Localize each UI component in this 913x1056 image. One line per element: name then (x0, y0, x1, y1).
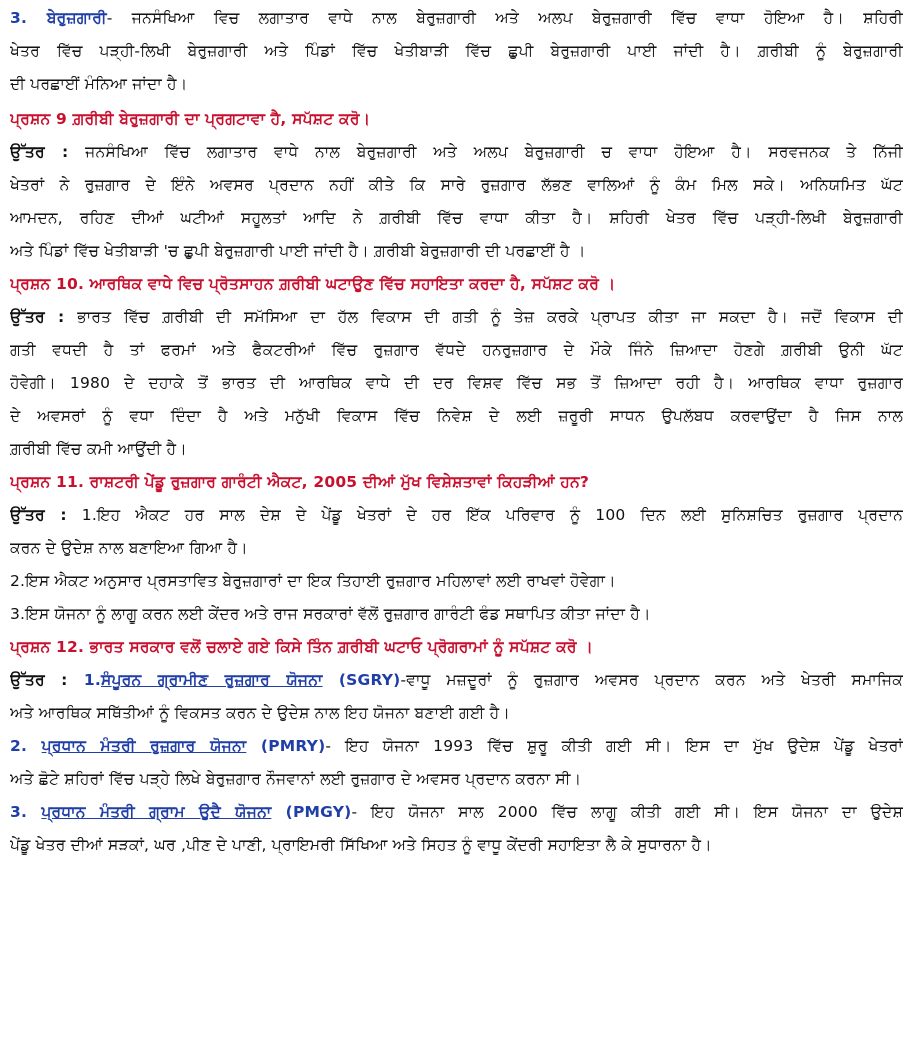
q9-answer-label: ਉੱਤਰ : (10, 143, 69, 161)
item3-line-3: ਦੀ ਪਰਛਾਈਂ ਮੰਨਿਆ ਜਾਂਦਾ ਹੈ। (10, 75, 188, 93)
q12-answer-label: ਉੱਤਰ : (10, 671, 68, 689)
question-9: ਪ੍ਰਸ਼ਨ 9 ਗ਼ਰੀਬੀ ਬੇਰੁਜ਼ਗਾਰੀ ਦਾ ਪ੍ਰਗਟਾਵਾ ਹੈ, ਸਪੱਸ਼ਟ ਕਰੋ। (10, 110, 371, 128)
q10-answer-line-4: ਦੇ ਅਵਸਰਾਂ ਨੂੰ ਵਧਾ ਦਿੰਦਾ ਹੈ ਅਤੇ ਮਨੁੱਖੀ ਵਿਕਾਸ ਵਿੱਚ ਨਿਵੇਸ਼ ਦੇ ਲਈ ਜ਼ਰੂਰੀ ਸਾਧਨ ਉਪਲੱਬਧ ਕਰਵਾਉਂਦਾ ਹੈ ਜਿਸ ਨਾਲ (10, 407, 903, 425)
q12-program-2-line-2: ਅਤੇ ਛੋਟੇ ਸ਼ਹਿਰਾਂ ਵਿੱਚ ਪੜ੍ਹੇ ਲਿਖੇ ਬੇਰੁਜ਼ਗਾਰ ਨੌਜਵਾਨਾਂ ਲਈ ਰੁਜ਼ਗਾਰ ਦੇ ਅਵਸਰ ਪ੍ਰਦਾਨ ਕਰਨਾ ਸੀ। (10, 770, 582, 788)
q9-answer-text: ਜਨਸੰਖਿਆ ਵਿੱਚ ਲਗਾਤਾਰ ਵਾਧੇ ਨਾਲ ਬੇਰੁਜ਼ਗਾਰੀ ਅਤੇ ਅਲਪ ਬੇਰੁਜ਼ਗਾਰੀ ਚ ਵਾਧਾ ਹੋਇਆ ਹੈ। ਸਰਵਜਨਕ ਤੇ ਨਿੱਜੀ (68, 143, 903, 161)
q9-answer-line-4: ਅਤੇ ਪਿੰਡਾਂ ਵਿੱਚ ਖੇਤੀਬਾੜੀ 'ਚ ਛੁਪੀ ਬੇਰੁਜ਼ਗਾਰੀ ਪਾਈ ਜਾਂਦੀ ਹੈ। ਗ਼ਰੀਬੀ ਬੇਰੁਜ਼ਗਾਰੀ ਦੀ ਪਰਛਾਈਂ ਹੈ । (10, 242, 586, 260)
q12-program-2-number: 2. (10, 737, 42, 755)
q10-answer-line-2: ਗਤੀ ਵਧਦੀ ਹੈ ਤਾਂ ਫਰਮਾਂ ਅਤੇ ਫੈਕਟਰੀਆਂ ਵਿੱਚ ਰੁਜ਼ਗਾਰ ਵੱਧਦੇ ਹਨਰੁਜ਼ਗਾਰ ਦੇ ਮੌਕੇ ਜਿੰਨੇ ਜ਼ਿਆਦਾ ਹੋਣਗੇ ਗ਼ਰੀਬੀ ਉਨੀ ਘੱਟ (10, 341, 903, 359)
question-11: ਪ੍ਰਸ਼ਨ 11. ਰਾਸ਼ਟਰੀ ਪੇਂਡੂ ਰੁਜ਼ਗਾਰ ਗਾਰੰਟੀ ਐਕਟ, 2005 ਦੀਆਂ ਮੁੱਖ ਵਿਸ਼ੇਸ਼ਤਾਵਾਂ ਕਿਹੜੀਆਂ ਹਨ? (10, 473, 590, 491)
q11-answer-label: ਉੱਤਰ : (10, 506, 67, 524)
q11-answer-line-2: ਕਰਨ ਦੇ ਉਦੇਸ਼ ਨਾਲ ਬਣਾਇਆ ਗਿਆ ਹੈ। (10, 539, 248, 557)
q11-answer-text: 1.ਇਹ ਐਕਟ ਹਰ ਸਾਲ ਦੇਸ਼ ਦੇ ਪੇਂਡੂ ਖੇਤਰਾਂ ਦੇ ਹਰ ਇੱਕ ਪਰਿਵਾਰ ਨੂੰ 100 ਦਿਨ ਲਈ ਸੁਨਿਸ਼ਚਿਤ ਰੁਜ਼ਗਾਰ ਪ੍ਰਦਾਨ (66, 506, 903, 524)
q9-answer-line-1 (10, 136, 903, 169)
q11-point-3: 3.ਇਸ ਯੋਜਨਾ ਨੂੰ ਲਾਗੂ ਕਰਨ ਲਈ ਕੇਂਦਰ ਅਤੇ ਰਾਜ ਸਰਕਾਰਾਂ ਵੱਲੋਂ ਰੁਜ਼ਗਾਰ ਗਾਰੰਟੀ ਫੰਡ ਸਥਾਪਿਤ ਕੀਤਾ ਜਾਂਦਾ ਹੈ। (10, 605, 651, 623)
q9-answer-line-3: ਆਮਦਨ, ਰਹਿਣ ਦੀਆਂ ਘਟੀਆਂ ਸਹੂਲਤਾਂ ਆਦਿ ਨੇ ਗ਼ਰੀਬੀ ਵਿੱਚ ਵਾਧਾ ਕੀਤਾ ਹੈ। ਸ਼ਹਿਰੀ ਖੇਤਰ ਵਿੱਚ ਪੜ੍ਹੀ-ਲਿਖੀ ਬੇਰੁਜ਼ਗਾਰੀ (10, 209, 903, 227)
q10-answer-line-1 (10, 301, 903, 334)
q12-program-3-text: - ਇਹ ਯੋਜਨਾ ਸਾਲ 2000 ਵਿੱਚ ਲਾਗੂ ਕੀਤੀ ਗਈ ਸੀ। ਇਸ ਯੋਜਨਾ ਦਾ ਉਦੇਸ਼ (351, 803, 903, 821)
question-12: ਪ੍ਰਸ਼ਨ 12. ਭਾਰਤ ਸਰਕਾਰ ਵਲੋਂ ਚਲਾਏ ਗਏ ਕਿਸੇ ਤਿੰਨ ਗ਼ਰੀਬੀ ਘਟਾਓ ਪ੍ਰੋਗਰਾਮਾਂ ਨੂੰ ਸਪੱਸ਼ਟ ਕਰੋ । (10, 638, 593, 656)
q12-program-1-text: -ਵਾਧੂ ਮਜ਼ਦੂਰਾਂ ਨੂੰ ਰੁਜ਼ਗਾਰ ਅਵਸਰ ਪ੍ਰਦਾਨ ਕਰਨ ਅਤੇ ਖੇਤਰੀ ਸਮਾਜਿਕ (400, 671, 903, 689)
item3-text: - ਜਨਸੰਖਿਆ ਵਿਚ ਲਗਾਤਾਰ ਵਾਧੇ ਨਾਲ ਬੇਰੁਜ਼ਗਾਰੀ ਅਤੇ ਅਲਪ ਬੇਰੁਜ਼ਗਾਰੀ ਵਿੱਚ ਵਾਧਾ ਹੋਇਆ ਹੈ। ਸ਼ਹਿਰੀ (106, 9, 903, 27)
item3-number: 3. (10, 9, 47, 27)
item3-line-2: ਖੇਤਰ ਵਿੱਚ ਪੜ੍ਹੀ-ਲਿਖੀ ਬੇਰੁਜ਼ਗਾਰੀ ਅਤੇ ਪਿੰਡਾਂ ਵਿੱਚ ਖੇਤੀਬਾੜੀ ਵਿੱਚ ਛੁਪੀ ਬੇਰੁਜ਼ਗਾਰੀ ਪਾਈ ਜਾਂਦੀ ਹੈ। ਗ਼ਰੀਬੀ ਨੂੰ ਬੇਰੁਜ਼ਗਾਰੀ (10, 42, 903, 60)
item3-line-1 (10, 2, 903, 35)
q10-answer-line-5: ਗ਼ਰੀਬੀ ਵਿੱਚ ਕਮੀ ਆਉਂਦੀ ਹੈ। (10, 440, 187, 458)
q12-program-1-abbr: (SGRY) (322, 671, 401, 689)
q12-program-1-name: ਸੰਪੂਰਨ ਗ੍ਰਾਮੀਣ ਰੁਜ਼ਗਾਰ ਯੋਜਨਾ (100, 671, 323, 689)
q12-program-3-line-2: ਪੇਂਡੂ ਖੇਤਰ ਦੀਆਂ ਸੜਕਾਂ, ਘਰ ,ਪੀਣ ਦੇ ਪਾਣੀ, ਪ੍ਰਾਇਮਰੀ ਸਿੱਖਿਆ ਅਤੇ ਸਿਹਤ ਨੂੰ ਵਾਧੂ ਕੇਂਦਰੀ ਸਹਾਇਤਾ ਲੈ ਕੇ ਸੁਧਾਰਨਾ ਹੈ। (10, 836, 712, 854)
q12-program-2-line-1 (10, 730, 903, 763)
q10-answer-text: ਭਾਰਤ ਵਿੱਚ ਗ਼ਰੀਬੀ ਦੀ ਸਮੱਸਿਆ ਦਾ ਹੱਲ ਵਿਕਾਸ ਦੀ ਗਤੀ ਨੂੰ ਤੇਜ਼ ਕਰਕੇ ਪ੍ਰਾਪਤ ਕੀਤਾ ਜਾ ਸਕਦਾ ਹੈ। ਜਦੋਂ ਵਿਕਾਸ ਦੀ (64, 308, 903, 326)
q12-program-2-name: ਪ੍ਰਧਾਨ ਮੰਤਰੀ ਰੁਜ਼ਗਾਰ ਯੋਜਨਾ (41, 737, 247, 755)
q12-program-2-text: - ਇਹ ਯੋਜਨਾ 1993 ਵਿੱਚ ਸ਼ੁਰੂ ਕੀਤੀ ਗਈ ਸੀ। ਇਸ ਦਾ ਮੁੱਖ ਉਦੇਸ਼ ਪੇਂਡੂ ਖੇਤਰਾਂ (325, 737, 903, 755)
q11-answer-line-1 (10, 499, 903, 532)
q12-program-2-abbr: (PMRY) (246, 737, 326, 755)
q12-answer-line-1 (10, 664, 903, 697)
q12-program-3-abbr: (PMGY) (271, 803, 352, 821)
q12-program-1-number: 1. (67, 671, 101, 689)
q12-program-3-line-1 (10, 796, 903, 829)
q10-answer-label: ਉੱਤਰ : (10, 308, 65, 326)
q9-answer-line-2: ਖੇਤਰਾਂ ਨੇ ਰੁਜ਼ਗਾਰ ਦੇ ਇੰਨੇ ਅਵਸਰ ਪ੍ਰਦਾਨ ਨਹੀਂ ਕੀਤੇ ਕਿ ਸਾਰੇ ਰੁਜ਼ਗਾਰ ਲੱਭਣ ਵਾਲਿਆਂ ਨੂੰ ਕੰਮ ਮਿਲ ਸਕੇ। ਅਨਿਯਮਿਤ ਘੱਟ (10, 176, 903, 194)
q12-program-3-name: ਪ੍ਰਧਾਨ ਮੰਤਰੀ ਗ੍ਰਾਮ ਉਦੈ ਯੋਜਨਾ (41, 803, 272, 821)
q12-program-1-line-2: ਅਤੇ ਆਰਥਿਕ ਸਥਿੱਤੀਆਂ ਨੂੰ ਵਿਕਸਤ ਕਰਨ ਦੇ ਉਦੇਸ਼ ਨਾਲ ਇਹ ਯੋਜਨਾ ਬਣਾਈ ਗਈ ਹੈ। (10, 704, 511, 722)
item3-term: ਬੇਰੁਜ਼ਗਾਰੀ (46, 9, 107, 27)
q12-program-3-number: 3. (10, 803, 42, 821)
question-10: ਪ੍ਰਸ਼ਨ 10. ਆਰਥਿਕ ਵਾਧੇ ਵਿਚ ਪ੍ਰੋਤਸਾਹਨ ਗ਼ਰੀਬੀ ਘਟਾਉਣ ਵਿੱਚ ਸਹਾਇਤਾ ਕਰਦਾ ਹੈ, ਸਪੱਸ਼ਟ ਕਰੋ । (10, 275, 616, 293)
q10-answer-line-3: ਹੋਵੇਗੀ। 1980 ਦੇ ਦਹਾਕੇ ਤੋਂ ਭਾਰਤ ਦੀ ਆਰਥਿਕ ਵਾਧੇ ਦੀ ਦਰ ਵਿਸ਼ਵ ਵਿੱਚ ਸਭ ਤੋਂ ਜ਼ਿਆਦਾ ਰਹੀ ਹੈ। ਆਰਥਿਕ ਵਾਧਾ ਰੁਜ਼ਗਾਰ (10, 374, 903, 392)
q11-point-2: 2.ਇਸ ਐਕਟ ਅਨੁਸਾਰ ਪ੍ਰਸਤਾਵਿਤ ਬੇਰੁਜ਼ਗਾਰਾਂ ਦਾ ਇਕ ਤਿਹਾਈ ਰੁਜ਼ਗਾਰ ਮਹਿਲਾਵਾਂ ਲਈ ਰਾਖਵਾਂ ਹੋਵੇਗਾ। (10, 572, 616, 590)
